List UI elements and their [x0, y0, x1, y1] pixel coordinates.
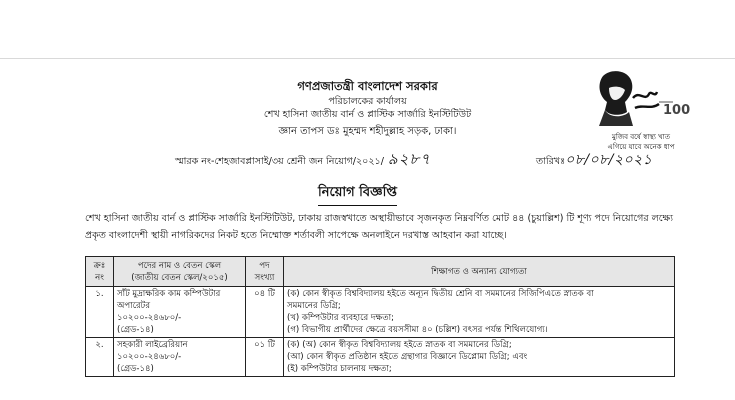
- government-name: গণপ্রজাতন্ত্রী বাংলাদেশ সরকার: [297, 79, 438, 93]
- table-row: [86, 338, 675, 377]
- row-post: [114, 338, 246, 377]
- memo-reference: [175, 148, 431, 173]
- scan-edge-line: [0, 58, 735, 59]
- memo-number-handwritten: ৯২৮৭: [387, 150, 431, 168]
- header-post: [114, 257, 246, 287]
- table-header-row: [86, 257, 675, 287]
- logo-caption-line-2: এগিয়ে যাবে অনেক ধাপ: [607, 143, 675, 151]
- notice-intro-paragraph: শেখ হাসিনা জাতীয় বার্ন ও প্লাস্টিক সার্জারি ইনস্টিটিউট, ঢাকায় রাজস্বখাতে অস্থায়ীভাবে সৃজনকৃত নিম্নবর্ণিত মোট ৪৪ (চুয়াল্লিশ) টি শূণ্য পদে নিয়োগের লক্ষ্যে প্রকৃত বাংলাদেশী স্থায়ী নাগরিকদের নিকট হতে নিম্মোক্ত শর্তাবলী সাপেক্ষে অনলাইনে দরখাস্ত আহবান করা যাচ্ছে।: [85, 213, 673, 241]
- row-count: ০৪ টি: [246, 287, 284, 338]
- logo-caption-line-1: মুজিব বর্ষে স্বাস্থ্য খাত: [611, 133, 671, 141]
- header-post-line-2: (জাতীয় বেতন স্কেল/২০১৫): [131, 272, 228, 283]
- pay-grade: (গ্রেড-১৪): [117, 325, 154, 335]
- qualification-line: (গ) বিভাগীয় প্রার্থীদের ক্ষেত্রে বয়সসীমা ৪০ (চল্লিশ) বৎসর পর্যন্ত শিথিলযোগ্য।: [287, 325, 548, 335]
- memo-date: [536, 148, 652, 172]
- header-serial: ক্রঃ নং: [86, 257, 114, 287]
- mujib-100-logo-icon: [585, 68, 697, 130]
- notice-title: নিয়োগ বিজ্ঞপ্তি: [318, 183, 397, 206]
- date-value-handwritten: ০৮/০৮/২০২১: [565, 152, 653, 168]
- svg-text:100: 100: [663, 103, 691, 118]
- post-name: সহকারী লাইব্রেরিয়ান: [117, 340, 188, 350]
- qualification-line: সমমানের ডিগ্রি;: [287, 301, 341, 311]
- memo-label: স্মারক নং-শেহজাবপ্লাসাই/৩য় শ্রেনী জন নিয়োগ/২০২১/: [175, 156, 384, 167]
- header-post-line-1: পদের নাম ও বেতন স্কেল: [137, 260, 222, 271]
- row-qualification: [284, 287, 675, 338]
- row-count: ০১ টি: [246, 338, 284, 377]
- institute-name: শেখ হাসিনা জাতীয় বার্ন ও প্লাস্টিক সার্জারি ইনস্টিটিউট: [263, 109, 472, 120]
- pay-scale: ১০২০০-২৪৬৮০/-: [117, 313, 182, 323]
- posts-table: [85, 256, 675, 377]
- qualification-line: (ই) কম্পিউটার চালনায় দক্ষতা;: [287, 364, 392, 374]
- header-qualification: শিক্ষাগত ও অন্যান্য যোগ্যতা: [284, 257, 675, 287]
- row-serial: ২.: [86, 338, 114, 377]
- post-name: সাঁট মুদ্রাক্ষরিক কাম কম্পিউটার অপারেটর: [117, 289, 221, 311]
- institute-address: জ্ঞান তাপস ডঃ মুহম্মদ শহীদুল্লাহ সড়ক, ঢাকা।: [278, 126, 457, 137]
- header-count: পদ সংখ্যা: [246, 257, 284, 287]
- qualification-line: (আ) কোন স্বীকৃত প্রতিষ্ঠান হইতে গ্রন্থাগার বিজ্ঞানে ডিপ্লোমা ডিগ্রি; এবং: [287, 352, 528, 362]
- qualification-line: (ক) (অ) কোন স্বীকৃত বিশ্ববিদ্যালয় হইতে স্নাতক বা সমমানের ডিগ্রি;: [287, 340, 512, 350]
- pay-scale: ১০২০০-২৪৬৮০/-: [117, 352, 182, 362]
- office-name: পরিচালকের কার্যালয়: [328, 96, 407, 107]
- pay-grade: (গ্রেড-১৪): [117, 364, 154, 374]
- table-row: [86, 287, 675, 338]
- row-serial: ১.: [86, 287, 114, 338]
- row-post: [114, 287, 246, 338]
- row-qualification: [284, 338, 675, 377]
- qualification-line: (ক) কোন স্বীকৃত বিশ্ববিদ্যালয় হইতে অন্যূন দ্বিতীয় শ্রেনি বা সমমানের সিজিপিএতে স্নাতক বা: [287, 289, 594, 299]
- qualification-line: (খ) কম্পিউটার ব্যবহারে দক্ষতা;: [287, 313, 394, 323]
- date-label: তারিখঃ: [536, 156, 566, 167]
